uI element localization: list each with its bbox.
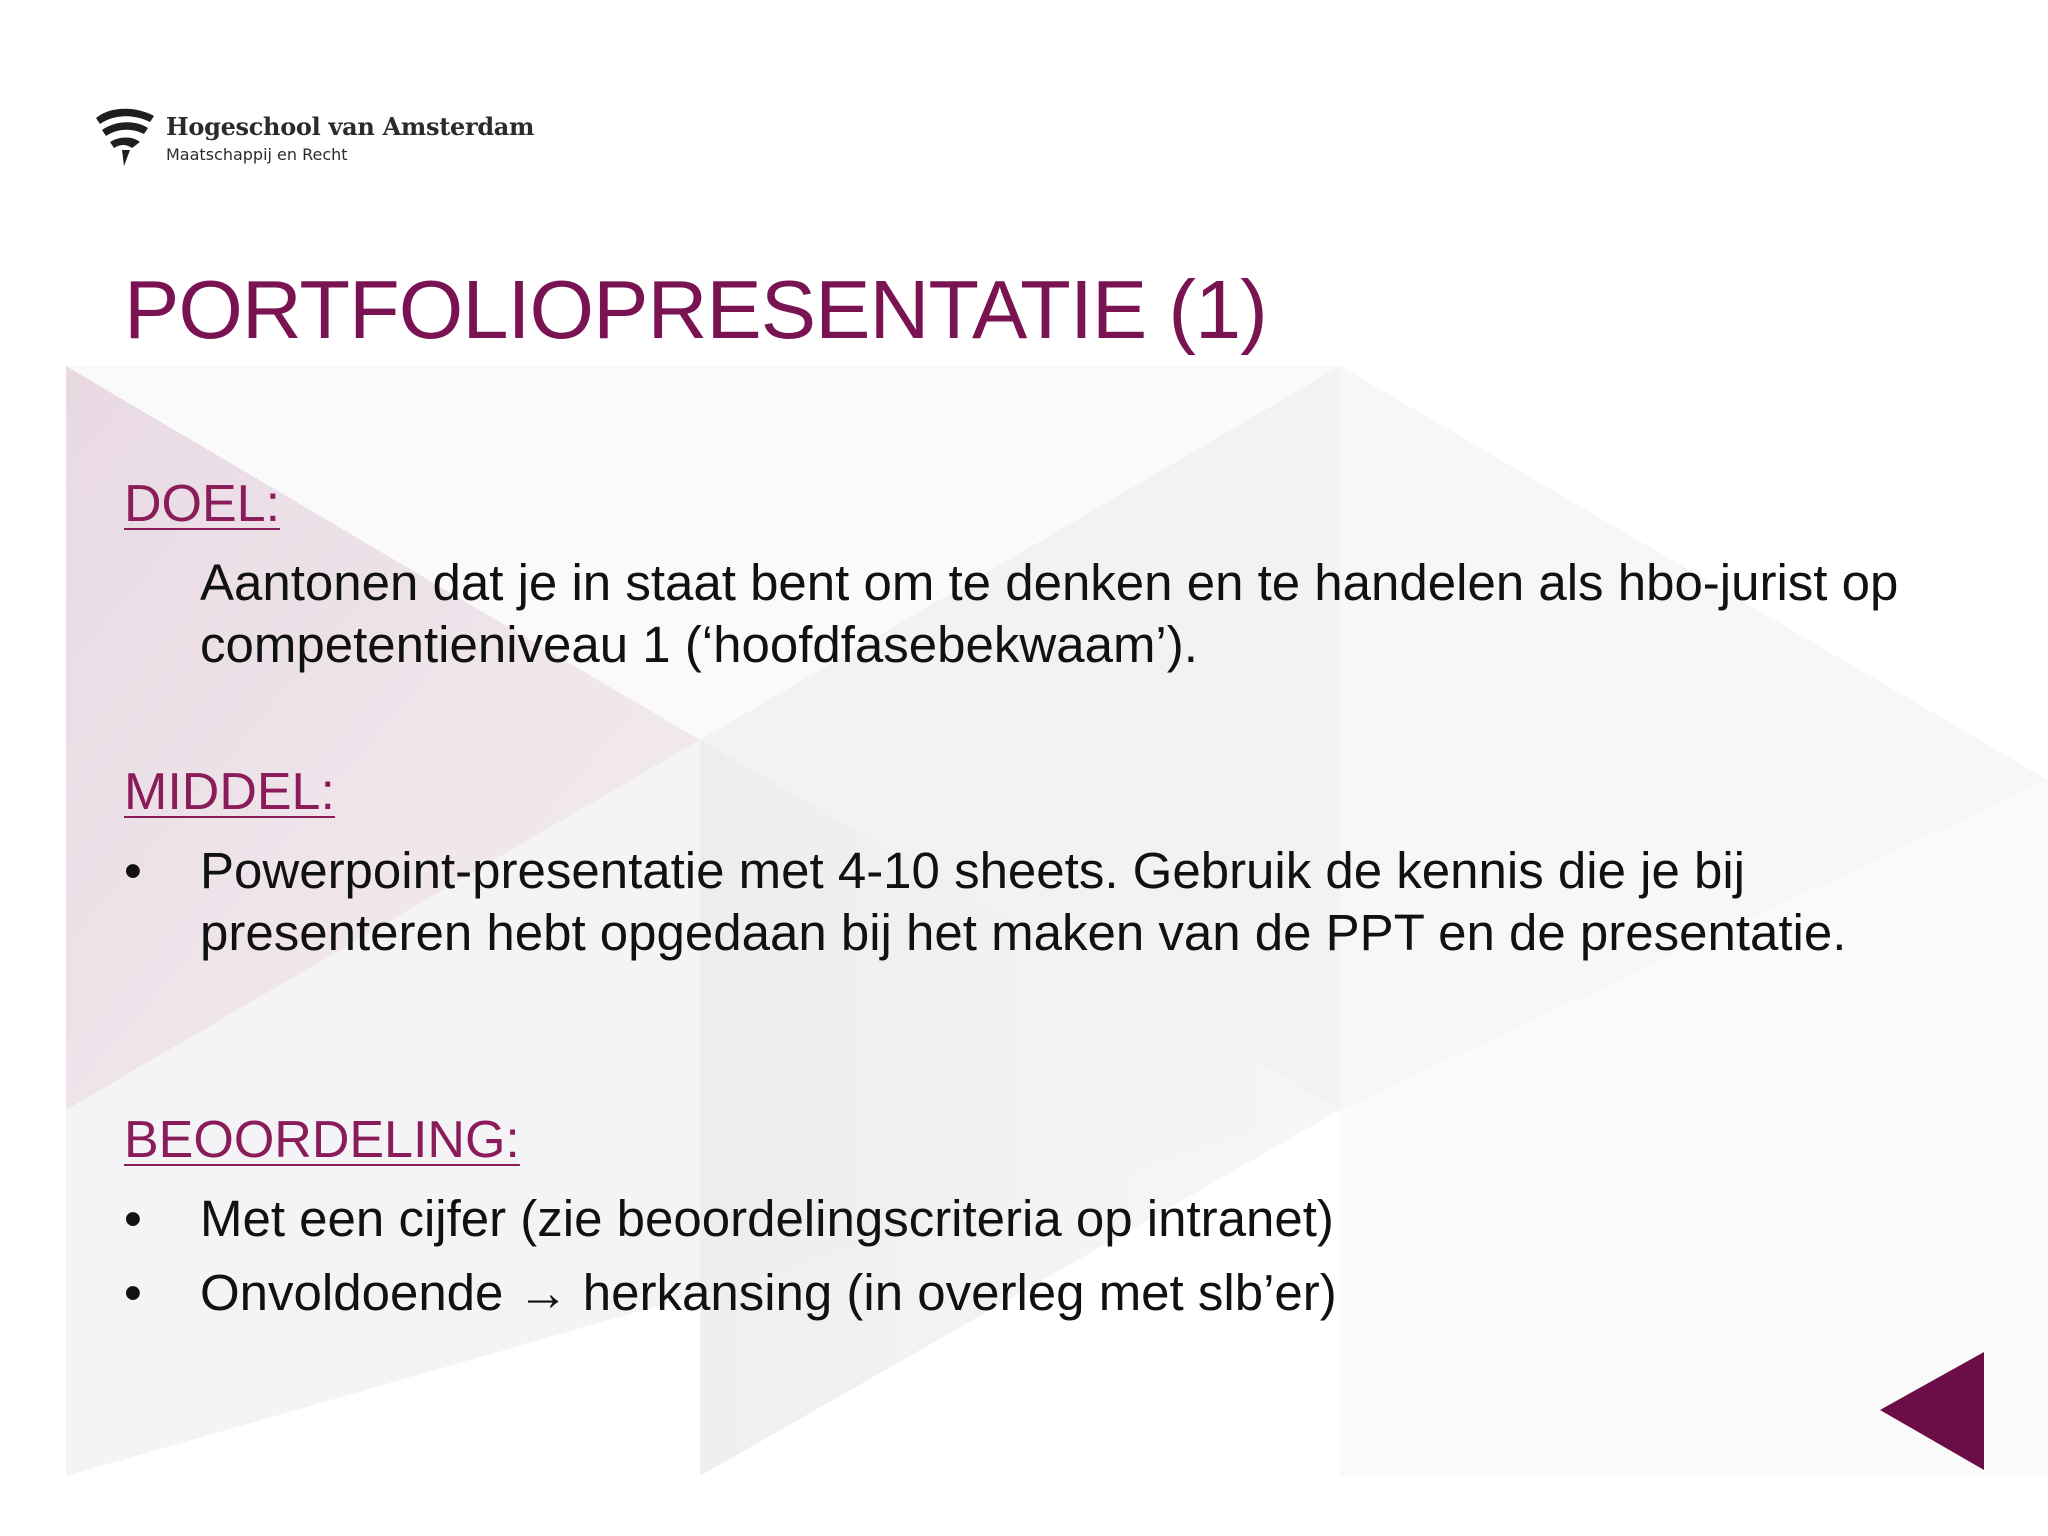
logo-name: Hogeschool van Amsterdam <box>166 112 535 141</box>
list-item <box>124 840 1940 964</box>
hva-logo <box>92 104 534 168</box>
middel-item-text: Powerpoint-presentatie met 4-10 sheets. Gebruik de kennis die je bij presenteren hebt opgedaan bij het maken van de PPT en de presentatie. <box>200 842 1847 961</box>
doel-text: Aantonen dat je in staat bent om te denken en te handelen als hbo-jurist op competentieniveau 1 (‘hoofdfasebekwaam’). <box>200 554 1899 673</box>
hva-logo-icon <box>92 104 158 168</box>
slide-title: PORTFOLIOPRESENTATIE (1) <box>124 263 1267 356</box>
triangle-left-icon[interactable] <box>1880 1352 1984 1470</box>
bullet: • <box>124 842 142 899</box>
bullet: • <box>124 1190 142 1247</box>
heading-beoordeling: BEOORDELING: <box>124 1111 520 1169</box>
heading-middel: MIDDEL: <box>124 763 335 821</box>
beoordeling-item-text: Onvoldoende → herkansing (in overleg met slb’er) <box>200 1264 1337 1321</box>
heading-doel: DOEL: <box>124 475 281 533</box>
list-item <box>124 1188 1940 1250</box>
logo-subtitle: Maatschappij en Recht <box>166 145 348 164</box>
list-item <box>124 1262 1940 1324</box>
bullet: • <box>124 1264 142 1321</box>
beoordeling-item-text: Met een cijfer (zie beoordelingscriteria op intranet) <box>200 1190 1334 1247</box>
